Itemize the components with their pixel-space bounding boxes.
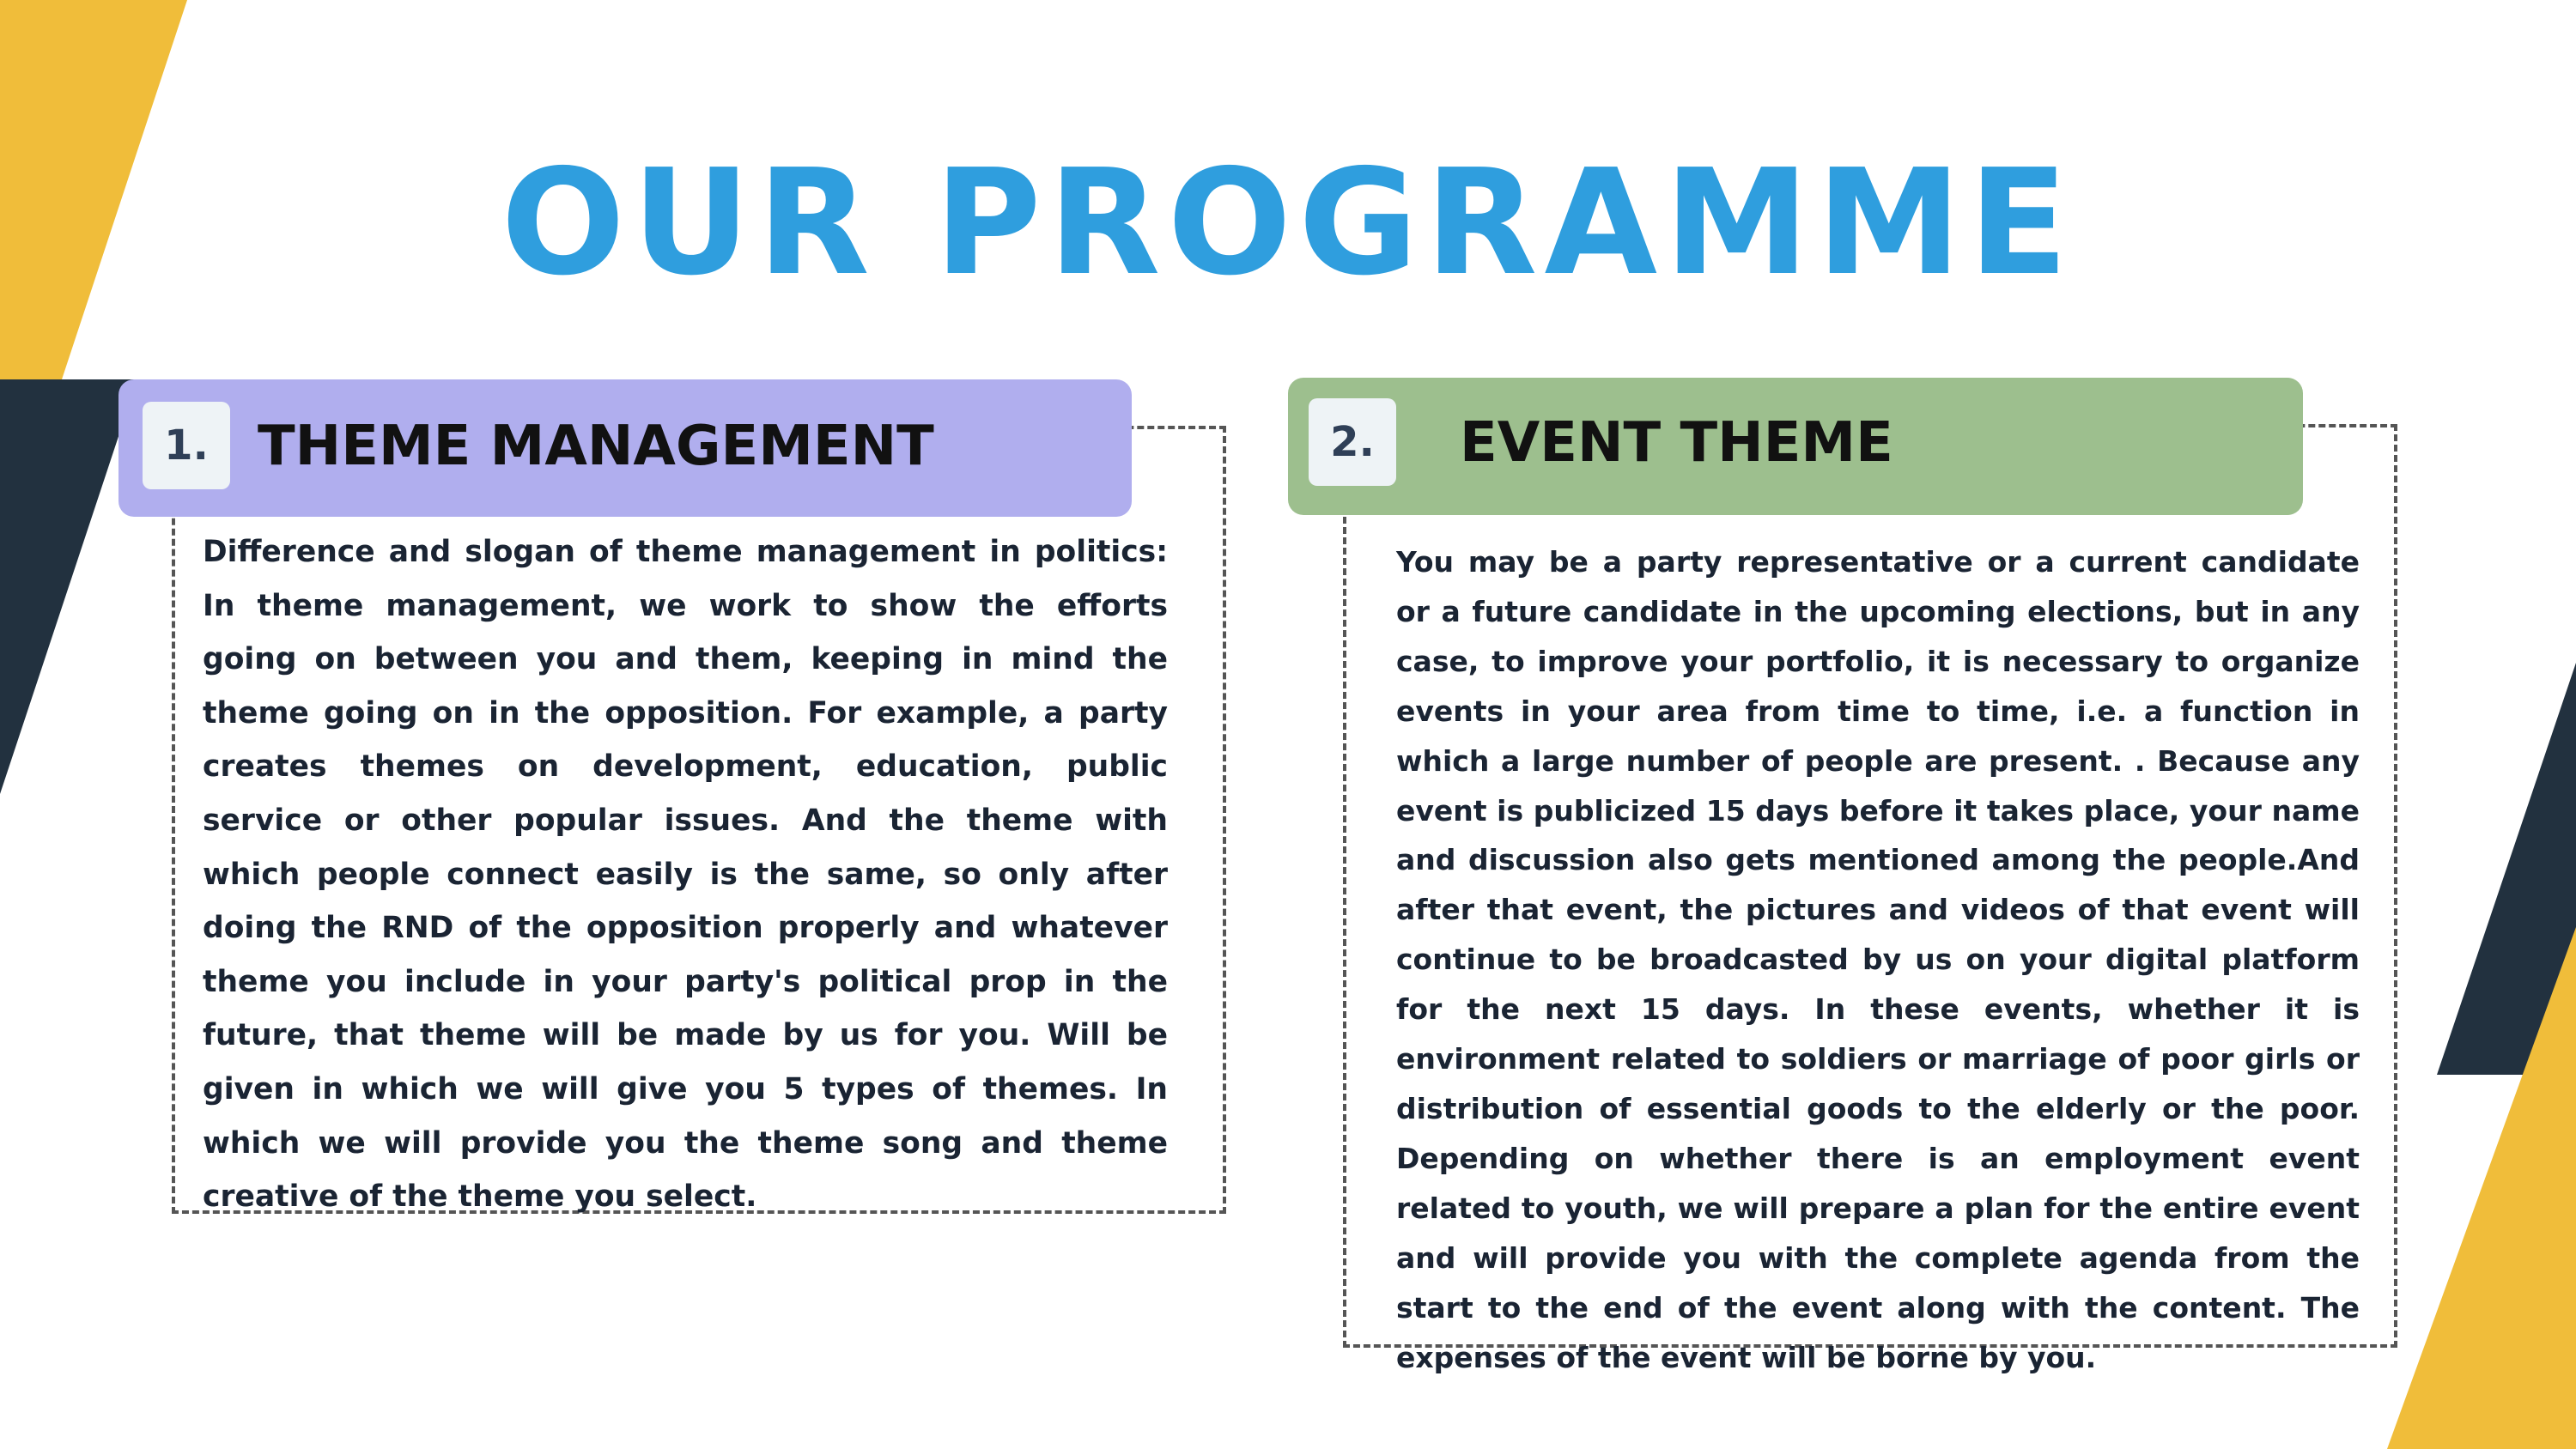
section-2-number-badge: 2. xyxy=(1309,398,1396,486)
section-2-body: You may be a party representative or a current candidate or a future candidate in the upcoming elections, but in any case, to improve your portfolio, it is necessary to organize events in your area from time to time, i.e. a function in which a large number of people are present. . Because any event is publicized 15 days before it takes place, your name and discussion also gets mentioned among the people.And after that event, the pictures and videos of that event will continue to be broadcasted by us on your digital platform for the next 15 days. In these events, whether it is environment related to soldiers or marriage of poor girls or distribution of essential goods to the elderly or the poor. Depending on whether there is an employment event related to youth, we will prepare a plan for the entire event and will provide you with the complete agenda from the start to the end of the event along with the content. The expenses of the event will be borne by you. xyxy=(1396,545,2360,1374)
section-2-title: EVENT THEME xyxy=(1460,411,1893,475)
page-title: OUR PROGRAMME xyxy=(501,138,2075,308)
navy-shape-left xyxy=(0,379,137,794)
section-1-title: THEME MANAGEMENT xyxy=(258,415,934,478)
section-1-number-badge: 1. xyxy=(143,402,230,489)
section-1-body: Difference and slogan of theme management in politics: In theme management, we work to show the efforts going on between you and them, keeping in mind the theme going on in the opposition. For example, a party creates themes on development, education, public service or other popular issues. And the theme with which people connect easily is the same, so only after doing the RND of the opposition properly and whatever theme you include in your party's political prop in the future, that theme will be made by us for you. Will be given in which we will give you 5 types of themes. In which we will provide you the theme song and theme creative of the theme you select. xyxy=(203,535,1168,1215)
